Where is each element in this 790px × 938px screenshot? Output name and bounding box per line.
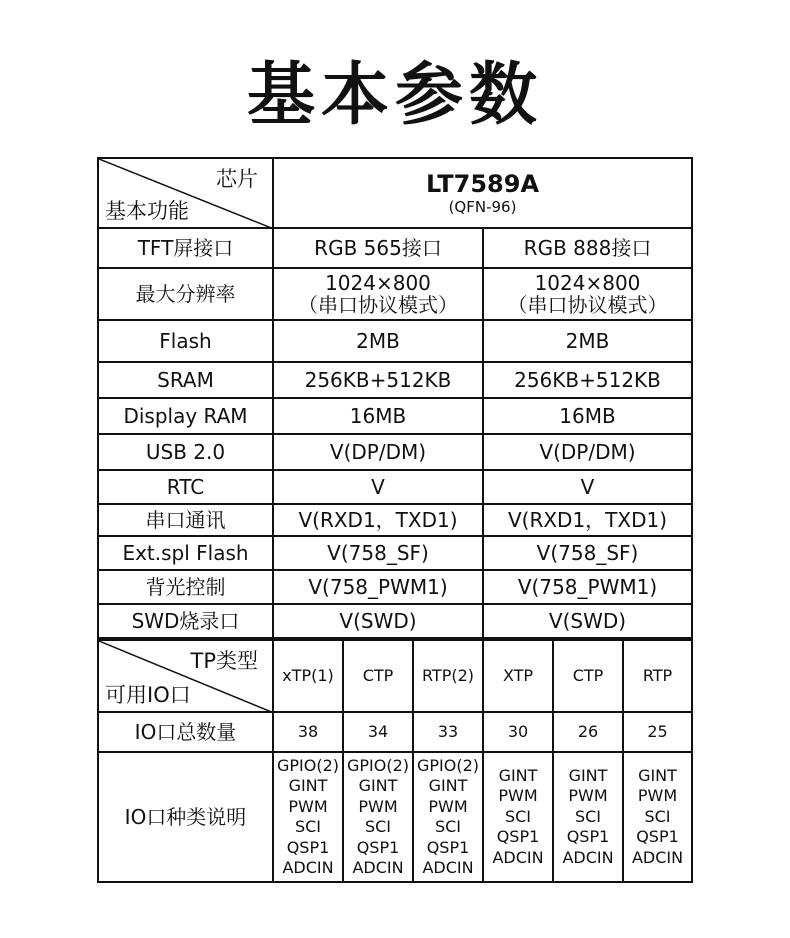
spec-row bbox=[98, 536, 692, 570]
io-type: SCI bbox=[294, 817, 322, 836]
io-type: ADCIN bbox=[282, 858, 334, 877]
corner-top-label: 芯片 bbox=[216, 167, 258, 191]
row-label: TFT屏接口 bbox=[98, 228, 273, 268]
chip-header-cell bbox=[273, 158, 692, 228]
io-table bbox=[97, 639, 693, 883]
row-value-a: RGB 565接口 bbox=[273, 228, 483, 268]
spec-row bbox=[98, 228, 692, 268]
io-type: QSP1 bbox=[496, 827, 540, 847]
spec-row bbox=[98, 362, 692, 398]
row-label: Ext.spl Flash bbox=[98, 536, 273, 570]
resolution-mode: （串口协议模式） bbox=[507, 293, 668, 317]
io-type: GPIO(2) bbox=[416, 755, 480, 775]
row-value-a: V(RXD1，TXD1) bbox=[273, 504, 483, 536]
spec-row bbox=[98, 320, 692, 362]
row-value-a: V(DP/DM) bbox=[273, 434, 483, 470]
io-type: ADCIN bbox=[562, 847, 614, 867]
row-value-a: V(758_PWM1) bbox=[273, 570, 483, 604]
row-label: 最大分辨率 bbox=[98, 268, 273, 320]
io-type: ADCIN bbox=[422, 858, 474, 877]
page-title: 基本参数 bbox=[246, 56, 543, 135]
row-value-a bbox=[273, 268, 483, 320]
io-type: GINT bbox=[288, 776, 328, 795]
spec-row bbox=[98, 604, 692, 638]
io-type: PWM bbox=[498, 786, 538, 806]
chip-package: (QFN-96) bbox=[448, 198, 517, 216]
spec-row bbox=[98, 570, 692, 604]
row-label: 背光控制 bbox=[98, 570, 273, 604]
row-value-a: 16MB bbox=[273, 398, 483, 434]
spec-row bbox=[98, 398, 692, 434]
row-value-b: V(758_SF) bbox=[483, 536, 692, 570]
spec-row bbox=[98, 470, 692, 504]
tp-type-row bbox=[98, 640, 692, 712]
io-type: QSP1 bbox=[286, 837, 330, 857]
io-type: PWM bbox=[568, 786, 608, 806]
row-label: SWD烧录口 bbox=[98, 604, 273, 638]
spec-header-row bbox=[98, 158, 692, 228]
row-value-a: V(SWD) bbox=[273, 604, 483, 638]
io-total-row bbox=[98, 712, 692, 752]
row-value-b: 16MB bbox=[483, 398, 692, 434]
io-type: SCI bbox=[574, 806, 602, 826]
io-type: GINT bbox=[568, 765, 608, 785]
io-type: GINT bbox=[638, 765, 677, 785]
tp-type-cell: CTP bbox=[343, 640, 413, 712]
row-value-a: V bbox=[273, 470, 483, 504]
io-type: PWM bbox=[428, 796, 468, 816]
tp-type-cell: RTP bbox=[623, 640, 692, 712]
corner-bottom-label: 基本功能 bbox=[105, 199, 189, 223]
io-corner-cell bbox=[98, 640, 273, 712]
row-value-b: 2MB bbox=[483, 320, 692, 362]
io-desc-label: IO口种类说明 bbox=[98, 752, 273, 882]
io-type: GINT bbox=[498, 765, 538, 785]
io-type: GPIO(2) bbox=[276, 755, 340, 775]
io-total-cell: 38 bbox=[273, 712, 343, 752]
row-label: 串口通讯 bbox=[98, 504, 273, 536]
spec-row bbox=[98, 268, 692, 320]
io-type: GINT bbox=[358, 776, 398, 795]
row-label: Display RAM bbox=[98, 398, 273, 434]
row-value-b: V(SWD) bbox=[483, 604, 692, 638]
io-total-cell: 33 bbox=[413, 712, 483, 752]
spec-table bbox=[97, 157, 693, 639]
io-desc-cell bbox=[273, 752, 343, 882]
io-type: GINT bbox=[428, 776, 468, 795]
spec-row bbox=[98, 504, 692, 536]
tp-type-cell: RTP(2) bbox=[413, 640, 483, 712]
resolution-value: 1024×800 bbox=[325, 271, 431, 295]
io-desc-cell bbox=[483, 752, 553, 882]
row-label: USB 2.0 bbox=[98, 434, 273, 470]
row-value-b: V(RXD1，TXD1) bbox=[483, 504, 692, 536]
io-type: QSP1 bbox=[566, 827, 610, 847]
io-type: SCI bbox=[504, 806, 532, 826]
resolution-mode: （串口协议模式） bbox=[298, 293, 458, 317]
row-label: SRAM bbox=[98, 362, 273, 398]
io-type: ADCIN bbox=[631, 847, 684, 867]
io-total-cell: 34 bbox=[343, 712, 413, 752]
row-value-b: V bbox=[483, 470, 692, 504]
io-type: ADCIN bbox=[492, 847, 544, 867]
row-value-b: V(DP/DM) bbox=[483, 434, 692, 470]
row-value-a: V(758_SF) bbox=[273, 536, 483, 570]
io-type: SCI bbox=[434, 817, 462, 836]
io-corner-top-label: TP类型 bbox=[190, 649, 258, 673]
io-desc-cell bbox=[623, 752, 692, 882]
io-total-cell: 25 bbox=[623, 712, 692, 752]
tp-type-cell: xTP(1) bbox=[273, 640, 343, 712]
io-type: QSP1 bbox=[426, 837, 470, 857]
row-value-a: 2MB bbox=[273, 320, 483, 362]
io-desc-cell bbox=[343, 752, 413, 882]
io-total-cell: 26 bbox=[553, 712, 623, 752]
io-total-cell: 30 bbox=[483, 712, 553, 752]
io-type: SCI bbox=[364, 817, 392, 836]
io-type: PWM bbox=[288, 796, 328, 816]
io-corner-bottom-label: 可用IO口 bbox=[105, 683, 191, 707]
resolution-value: 1024×800 bbox=[534, 271, 641, 295]
io-desc-cell bbox=[553, 752, 623, 882]
io-type: PWM bbox=[637, 786, 678, 806]
row-value-b bbox=[483, 268, 692, 320]
corner-cell bbox=[98, 158, 273, 228]
tp-type-cell: CTP bbox=[553, 640, 623, 712]
row-value-b: 256KB+512KB bbox=[483, 362, 692, 398]
io-type: QSP1 bbox=[636, 827, 679, 847]
row-value-b: V(758_PWM1) bbox=[483, 570, 692, 604]
io-type: GPIO(2) bbox=[346, 755, 410, 775]
io-total-label: IO口总数量 bbox=[98, 712, 273, 752]
row-value-a: 256KB+512KB bbox=[273, 362, 483, 398]
io-desc-cell bbox=[413, 752, 483, 882]
row-value-b: RGB 888接口 bbox=[483, 228, 692, 268]
tp-type-cell: XTP bbox=[483, 640, 553, 712]
io-type: ADCIN bbox=[352, 858, 404, 877]
row-label: RTC bbox=[98, 470, 273, 504]
row-label: Flash bbox=[98, 320, 273, 362]
chip-name: LT7589A bbox=[425, 170, 540, 198]
io-type: QSP1 bbox=[356, 837, 400, 857]
io-type: SCI bbox=[644, 806, 671, 826]
io-desc-row bbox=[98, 752, 692, 882]
io-type: PWM bbox=[358, 796, 398, 816]
spec-row bbox=[98, 434, 692, 470]
